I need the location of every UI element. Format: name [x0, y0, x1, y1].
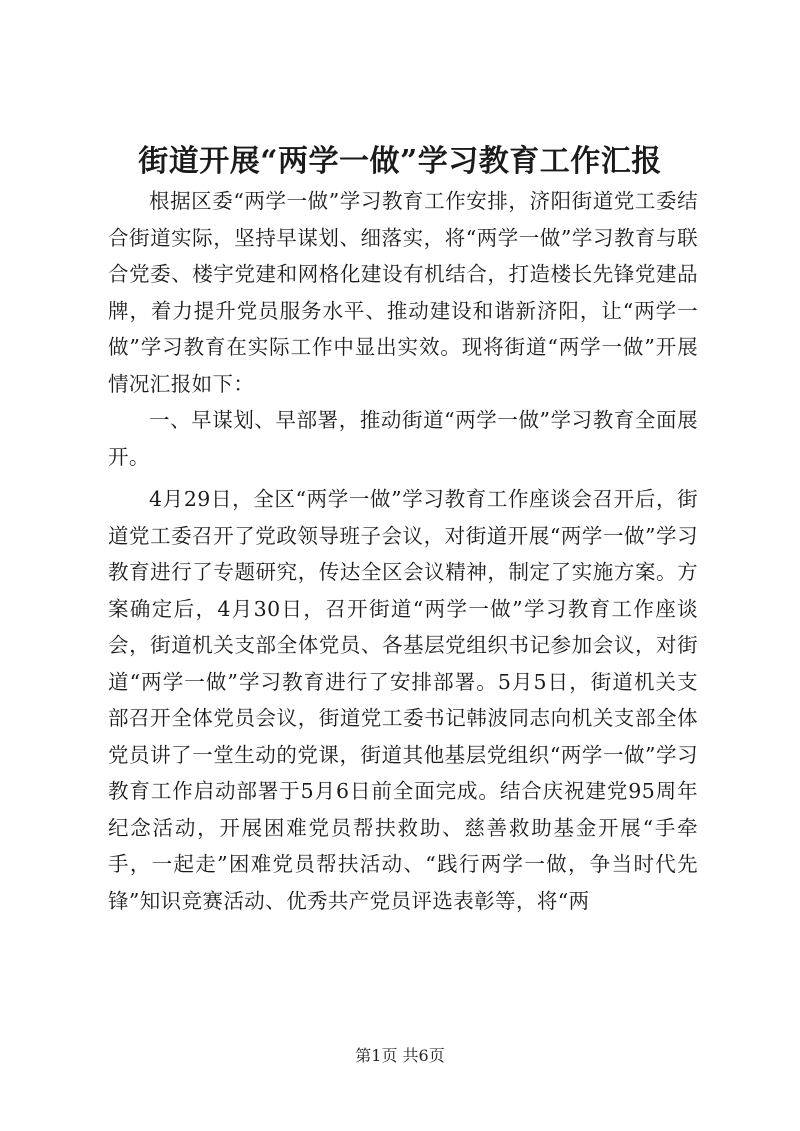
body-paragraph: 4月29日，全区“两学一做”学习教育工作座谈会召开后，街道党工委召开了党政领导班子会议，对街道开展“两学一做”学习教育进行了专题研究，传达全区会议精神，制定了实施方案。方案确定后，4月30日，召开街道“两学一做”学习教育工作座谈会，街道机关支部全体党员、各基层党组织书记参加会议，对街道“两学一做”学习教育进行了安排部署。5月5日，街道机关支部召开全体党员会议，街道党工委书记韩波同志向机关支部全体党员讲了一堂生动的党课，街道其他基层党组织“两学一做”学习教育工作启动部署于5月6日前全面完成。结合庆祝建党95周年纪念活动，开展困难党员帮扶救助、慈善救助基金开展“手牵手，一起走”困难党员帮扶活动、“践行两学一做，争当时代先锋”知识竞赛活动、优秀共产党员评选表彰等，将“两 — [108, 487, 698, 913]
page-footer: 第1页 共6页 — [355, 1046, 445, 1065]
intro-paragraph: 根据区委“两学一做”学习教育工作安排，济阳街道党工委结合街道实际，坚持早谋划、细落实，将“两学一做”学习教育与联合党委、楼宇党建和网格化建设有机结合，打造楼长先锋党建品牌，着力提升党员服务水平、推动建设和谐新济阳，让“两学一做”学习教育在实际工作中显出实效。现将街道“两学一做”开展情况汇报如下： — [108, 189, 698, 396]
document-title: 街道开展“两学一做”学习教育工作汇报 — [138, 144, 662, 179]
document-body — [108, 183, 698, 919]
section-heading-paragraph: 一、早谋划、早部署，推动街道“两学一做”学习教育全面展开。 — [108, 408, 698, 469]
